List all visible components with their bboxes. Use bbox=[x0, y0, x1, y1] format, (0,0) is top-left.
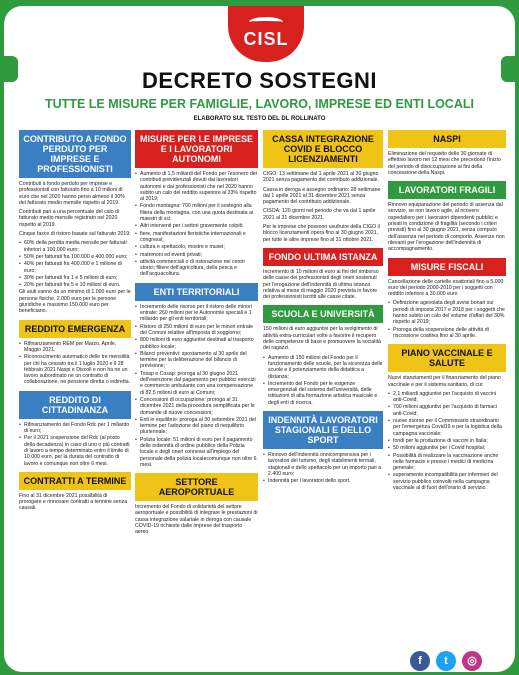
list-item: • Polizia locale: 51 milioni di euro per il pagamento delle indennità di ordine pubblico della Polizia locale e degli oneri connessi all'impiego del personale della polizia localecomunque non oltre 6 mesi. bbox=[135, 437, 258, 468]
bullet-list bbox=[388, 391, 506, 491]
list-item: • Enti in equilibrio: proroga al 30 settembre 2021 del termine per l'adozione del piano di riequilibrio pluriennale; bbox=[135, 417, 258, 436]
section-heading: SETTORE AEROPORTUALE bbox=[135, 473, 258, 501]
section-body bbox=[135, 171, 258, 278]
column-1 bbox=[19, 130, 131, 517]
list-item: • 40% per fatturati fra 400.000 e 1 milione di euro; bbox=[19, 261, 131, 274]
section-heading: CONTRIBUTO A FONDO PERDUTO PER IMPRESE E PROFESSIONISTI bbox=[19, 130, 131, 178]
facebook-icon[interactable]: f bbox=[410, 651, 430, 671]
section-heading: CONTRATTI A TERMINE bbox=[19, 472, 131, 490]
section-paragraph: Incremento di 10 milioni di euro ai fini del rimborso delle casse dei professionisti degli oneri sostenuti per l'erogazione dell'indennità di ultima istanza relativa al mese di maggio 2020 prevista in favore dei professionisti iscritti alle casse citate. bbox=[263, 268, 379, 301]
section-heading: REDDITO DI CITTADINANZA bbox=[19, 391, 131, 419]
section-heading: INDENNITÀ LAVORATORI STAGIONALI E DELLO SPORT bbox=[263, 411, 383, 449]
section-body bbox=[388, 151, 506, 176]
logo-text: CISL bbox=[243, 28, 289, 49]
list-item: • Tosap e Cosap: proroga al 30 giugno 2021 dell'esenzione dal pagamento per pubblici esercizi e commercio ambulante con una compensazione di 82,5 milioni di euro ai Comuni; bbox=[135, 371, 258, 396]
section-heading: NASPI bbox=[388, 130, 506, 148]
section-paragraph: Gli aiuti vanno da un minimo di 1.000 euro per le persone fisiche, 2.000 euro per le persone giuridiche e massimo 150.000 euro per beneficiario. bbox=[19, 289, 131, 315]
list-item: • Ristoro di 250 milioni di euro per le minori entrate dei Comuni relative all'imposta di soggiorno; bbox=[135, 324, 258, 337]
list-item: • Altri interventi per i settori gravemente colpiti: bbox=[135, 223, 258, 229]
bullet-list bbox=[263, 452, 383, 484]
bullet-list bbox=[388, 300, 506, 339]
bullet-list bbox=[135, 171, 258, 278]
section-heading: MISURE PER LE IMPRESE E I LAVORATORI AUTONOMI bbox=[135, 130, 258, 168]
section-paragraph: Contributi pari a una percentuale del calo di fatturato medio mensile registrato nel 2020 rispetto al 2019. bbox=[19, 209, 120, 228]
list-item: • 800 milioni di euro aggiuntivi destinati al trasporto pubblico locale; bbox=[135, 337, 258, 350]
page-subtitle: TUTTE LE MISURE PER FAMIGLIE, LAVORO, IMPRESE ED ENTI LOCALI bbox=[45, 97, 474, 111]
list-item: • Concessioni di occupazione: proroga al 31 dicembre 2021 della procedura semplificata per le domande di nuove concessioni; bbox=[135, 397, 258, 416]
section-body bbox=[263, 452, 383, 484]
section-body bbox=[263, 171, 383, 243]
section-body bbox=[388, 202, 506, 252]
list-item: • Definizione agevolata degli avvisi bonari sui periodi di imposta 2017 e 2018 per i soggetti che hanno subito un calo del volume d'affari del 30% rispetto al 2019; bbox=[388, 300, 506, 325]
instagram-icon[interactable]: ◎ bbox=[462, 651, 482, 671]
section-paragraph: 150 milioni di euro aggiuntivi per la svolgimento di attività extra-curriculari volte a favorire il recupero delle competenze di base e promuovere la socialità dei ragazzi. bbox=[263, 326, 381, 352]
section-paragraph: Cancellazione delle cartelle esattoriali fino a 5.000 euro del periodo 2000-2010 per i soggetti con reddito inferiore a 30.000 euro bbox=[388, 278, 504, 298]
section-body bbox=[19, 341, 131, 386]
section-heading: MISURE FISCALI bbox=[388, 258, 506, 276]
list-item: • Fondo montagna: 700 milioni per il sostegno alla filiera della montagna, con una quota destinata ai maestri di sci. bbox=[135, 203, 258, 222]
list-item: • Aumento di 1,5 miliardi del Fondo per l'esonero dei contributi previdenziali dovuti dai lavoratori autonomi e dai professionisti che nel 2020 hanno subito un calo del reddito superiore al 33% rispetto al 2019; bbox=[135, 171, 258, 202]
section-body bbox=[19, 422, 131, 467]
section-heading: REDDITO EMERGENZA bbox=[19, 320, 131, 338]
section-heading: SCUOLA E UNIVERSITÀ bbox=[263, 305, 383, 323]
column-3 bbox=[263, 130, 383, 490]
list-item: • fondi per la produzione di vaccini in Italia; bbox=[388, 438, 506, 444]
list-item: • nuove risorse per il Commissario straordinario per l'emergenza Covid19 e per la logistica della campagna vaccinale; bbox=[388, 418, 506, 437]
bullet-list bbox=[263, 355, 383, 406]
cisl-logo bbox=[228, 6, 304, 62]
section-paragraph: Cassa in deroga e assegno ordinario: 28 settimane dal 1 aprile 2021 al 31 dicembre 2021 senza pagamento del contributo addizionale. bbox=[263, 186, 381, 206]
twitter-icon[interactable]: t bbox=[436, 651, 456, 671]
section-paragraph: Contributi a fondo perduto per imprese e professionisti con fatturato fino a 10 milioni di euro che nel 2020 hanno perso almeno il 30% del fatturato medio mensile rispetto al 2019. bbox=[19, 181, 125, 206]
list-item: • attività commerciali o di ristorazione nei centri storici; filiere dell'agricoltura, della pesca e dell'acquacoltura. bbox=[135, 259, 258, 278]
list-item: • Incremento delle risorse per il ristoro delle minori entrate: 260 milioni per le Autonomie speciali e 1 miliardo per gli enti territoriali; bbox=[135, 304, 258, 323]
list-item: • Per il 2021 sospensione del Rdc (al posto della decadenza) in caso di uno o più contratti di lavoro a tempo determinato entro il limite di 10.000 euro, per la durata del contratto di lavoro e comunque non oltre 6 mesi. bbox=[19, 435, 131, 466]
section-paragraph: Per le imprese che possono usufruire della CIGO il blocco licenziamenti opera fino al 30 giugno 2021, per tutte le altre imprese fino al 31 ottobre 2021. bbox=[263, 224, 380, 243]
list-item: • Incremento del Fondo per le esigenze emergenziali del sistema dell'università, delle istituzioni di alta formazione artistica musicale e degli enti di ricerca. bbox=[263, 381, 383, 406]
list-item: • 2,1 miliardi aggiuntivi per l'acquisto di vaccini anti-Covid; bbox=[388, 391, 506, 404]
section-heading: ENTI TERRITORIALI bbox=[135, 283, 258, 301]
section-paragraph: CIGO: 13 settimane dal 1 aprile 2021 al 30 giugno 2021 senza pagamento del contributo addizionale. bbox=[263, 171, 379, 184]
list-item: • 20% per fatturati fra 5 e 10 milioni di euro. bbox=[19, 282, 131, 288]
list-item: • Proroga della sospensione delle attività di riscossione coattiva fino al 30 aprile. bbox=[388, 327, 506, 340]
bullet-list bbox=[19, 240, 131, 288]
bullet-list bbox=[19, 422, 131, 467]
list-item: • 700 milioni aggiuntivi per l'acquisto di farmaci anti-Covid; bbox=[388, 404, 506, 417]
section-paragraph: Eliminazione del requisito delle 30 giornate di effettivo lavoro nei 12 mesi che precedono l'inizio del periodo di disoccupazione ai fini della concessione della Naspi. bbox=[388, 151, 501, 176]
list-item: • Rifinanziamento del Fondo Rdc per 1 miliardo di euro; bbox=[19, 422, 131, 435]
list-item: • 30% per fatturati fra 1 e 5 milioni di euro; bbox=[19, 275, 131, 281]
section-body bbox=[135, 504, 258, 535]
section-body bbox=[135, 304, 258, 468]
column-2 bbox=[135, 130, 258, 541]
section-body bbox=[19, 181, 131, 315]
bullet-list bbox=[135, 304, 258, 468]
section-heading: LAVORATORI FRAGILI bbox=[388, 181, 506, 199]
section-heading: CASSA INTEGRAZIONE COVID E BLOCCO LICENZIAMENTI bbox=[263, 130, 383, 168]
source-note: ELABORATO SUL TESTO DEL DL ROLLINATO bbox=[193, 116, 326, 122]
list-item: • Rinnovo dell'indennità onnicomprensiva per i lavoratori del turismo, degli stabilimenti termali, stagionali e dello spettacolo per un importo pari a 2.400 euro; bbox=[263, 452, 383, 477]
list-item: • cultura e spettacolo, mostre e musei; bbox=[135, 244, 258, 250]
section-paragraph: Rinnovo equiparazione del periodo di assenza dal servizio, se non lavoro agile, al ricovero ospedaliero per i lavoratori dipendenti pubblici e privati in condizione di fragilità (secondo i criteri previsti) fino al 30 giugno 2021, senza computo dell'assenza nel periodo di comporto. Assenze non rilevanti per l'erogazione dell'indennità di accompagnamento. bbox=[388, 202, 505, 253]
poster bbox=[4, 6, 515, 672]
section-paragraph: Cinque fasce di ristoro basate sul fatturato 2019: bbox=[19, 231, 131, 238]
logo-arc-icon bbox=[249, 17, 283, 27]
section-paragraph: Incremento del Fondo di solidarietà del settore aeroportuale e possibilità di integrare le prestazioni di cassa integrazione salariale in deroga con causale COVID-19 richieste dalle imprese del trasporto aereo. bbox=[135, 504, 258, 536]
corner-tab bbox=[501, 56, 519, 82]
list-item: • 50% per fatturati fra 100.000 e 400.000 euro; bbox=[19, 254, 131, 260]
list-item: • 50 milioni aggiuntivi per i Covid hospital; bbox=[388, 445, 506, 451]
section-paragraph: Fino al 31 dicembre 2021 possibilità di prorogare e rinnovare contratti a termine senza causali. bbox=[19, 492, 128, 512]
corner-tab bbox=[0, 56, 18, 82]
section-heading: FONDO ULTIMA ISTANZA bbox=[263, 248, 383, 266]
list-item: • Riconoscimento automatico delle tre mensilità per chi ha cessato tra il 1 luglio 2020 e il 28 febbraio 2021 Naspi e Discoll e non ha ne un lavoro subordinato ne un contratto di collaborazione, ne pensione diretta o indiretta. bbox=[19, 354, 131, 385]
list-item: • fiere, manifestazioni fieristiche internazionali e congressi; bbox=[135, 231, 258, 244]
section-body bbox=[388, 375, 506, 491]
section-paragraph: Nuovi stanziamenti per il finanziamento del piano vaccinale e per il sistema sanitario, di cui: bbox=[388, 375, 501, 388]
list-item: • Bilanci preventivi: spostamento al 30 aprile del termine per la deliberazione del bilancio di previsione; bbox=[135, 351, 258, 370]
list-item: • 60% della perdita media mensile per fatturati inferiori a 100.000 euro; bbox=[19, 240, 131, 253]
list-item: • matrimoni ed eventi privati; bbox=[135, 252, 258, 258]
list-item: • Rifinanziamento REM per Marzo, Aprile, Maggio 2021. bbox=[19, 341, 131, 354]
section-paragraph: CISOA: 120 giorni nel periodo che va dal 1 aprile 2021 al 31 dicembre 2021. bbox=[263, 208, 376, 221]
column-4 bbox=[388, 130, 506, 496]
section-body bbox=[388, 279, 506, 340]
list-item: • superamento incompatibilità per infermieri del servizio pubblico coinvolti nella campagna vaccinale al di fuori dell'orario di servizio. bbox=[388, 472, 506, 491]
section-body bbox=[263, 326, 383, 406]
section-body bbox=[19, 493, 131, 512]
list-item: • Aumento di 150 milioni del Fondo per il funzionamento delle scuole, per la sicurezza delle scuole e il potenziamento della didattica a distanza; bbox=[263, 355, 383, 380]
list-item: • Possibilità di realizzare la vaccinazione anche nelle farmacie e presso i medici di medicina generale; bbox=[388, 453, 506, 472]
list-item: • Indennità per i lavoratori dello sport. bbox=[263, 478, 383, 484]
bullet-list bbox=[19, 341, 131, 386]
section-heading: PIANO VACCINALE E SALUTE bbox=[388, 344, 506, 372]
section-body bbox=[263, 269, 383, 300]
page-title: DECRETO SOSTEGNI bbox=[142, 68, 377, 93]
